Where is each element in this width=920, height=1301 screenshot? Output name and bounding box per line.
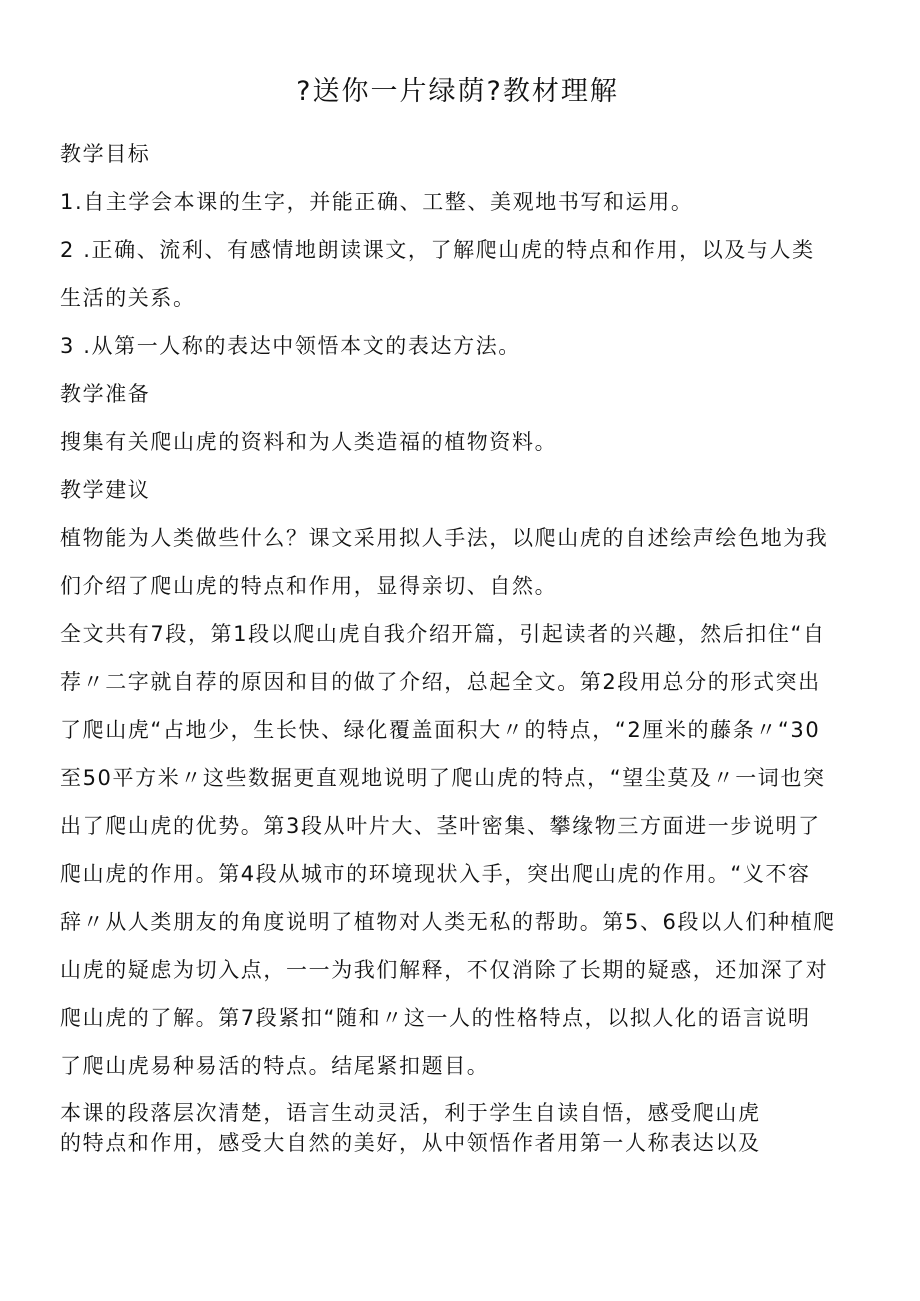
paragraph-line: 爬山虎的了解。第7段紧扣“随和〃这一人的性格特点，以拟人化的语言说明 bbox=[60, 1006, 811, 1030]
paragraph-line: 本课的段落层次清楚，语言生动灵活，利于学生自读自悟，感受爬山虎 bbox=[60, 1101, 761, 1125]
paragraph-line: 辞〃从人类朋友的角度说明了植物对人类无私的帮助。第5、6段以人们种植爬 bbox=[60, 910, 836, 934]
paragraph-line: 了爬山虎“占地少，生长快、绿化覆盖面积大〃的特点，“2厘米的藤条〃“30 bbox=[60, 718, 821, 742]
paragraph-line: 荐〃二字就自荐的原因和目的做了介绍，总起全文。第2段用总分的形式突出 bbox=[60, 670, 821, 694]
paragraph-line: 山虎的疑虑为切入点，一一为我们解释，不仅消除了长期的疑惑，还加深了对 bbox=[60, 958, 829, 982]
document-title: ?送你一片绿荫?教材理解 bbox=[296, 76, 619, 107]
advice-paragraph-1 bbox=[60, 514, 855, 610]
paragraph-line: 植物能为人类做些什么？课文采用拟人手法，以爬山虎的自述绘声绘色地为我 bbox=[60, 526, 829, 550]
document-page bbox=[60, 70, 855, 1158]
paragraph-line: 了爬山虎易种易活的特点。结尾紧扣题目。 bbox=[60, 1054, 490, 1078]
prep-heading: 教学准备 bbox=[60, 382, 151, 406]
paragraph-line: 全文共有7段，第1段以爬山虎自我介绍开篇，引起读者的兴趣，然后扣住“自 bbox=[60, 622, 826, 646]
goals-heading: 教学目标 bbox=[60, 142, 151, 166]
paragraph-line: 出了爬山虎的优势。第3段从叶片大、茎叶密集、攀缘物三方面进一步说明了 bbox=[60, 814, 821, 838]
goal-2-line-1: 2 .正确、流利、有感情地朗读课文，了解爬山虎的特点和作用，以及与人类 bbox=[60, 238, 815, 262]
goal-2-line-2: 生活的关系。 bbox=[60, 286, 196, 310]
advice-paragraph-3 bbox=[60, 1098, 855, 1158]
prep-text: 搜集有关爬山虎的资料和为人类造福的植物资料。 bbox=[60, 430, 558, 454]
paragraph-line: 爬山虎的作用。第4段从城市的环境现状入手，突出爬山虎的作用。“义不容 bbox=[60, 862, 811, 886]
paragraph-line: 们介绍了爬山虎的特点和作用，显得亲切、自然。 bbox=[60, 574, 558, 598]
advice-paragraph-2 bbox=[60, 610, 855, 1090]
goal-1: 1.自主学会本课的生字，并能正确、工整、美观地书写和运用。 bbox=[60, 190, 694, 214]
advice-heading: 教学建议 bbox=[60, 478, 151, 502]
paragraph-line: 至50平方米〃这些数据更直观地说明了爬山虎的特点，“望尘莫及〃一词也突 bbox=[60, 766, 826, 790]
paragraph-line: 的特点和作用，感受大自然的美好，从中领悟作者用第一人称表达以及 bbox=[60, 1131, 761, 1155]
goal-3: 3 .从第一人称的表达中领悟本文的表达方法。 bbox=[60, 334, 521, 358]
